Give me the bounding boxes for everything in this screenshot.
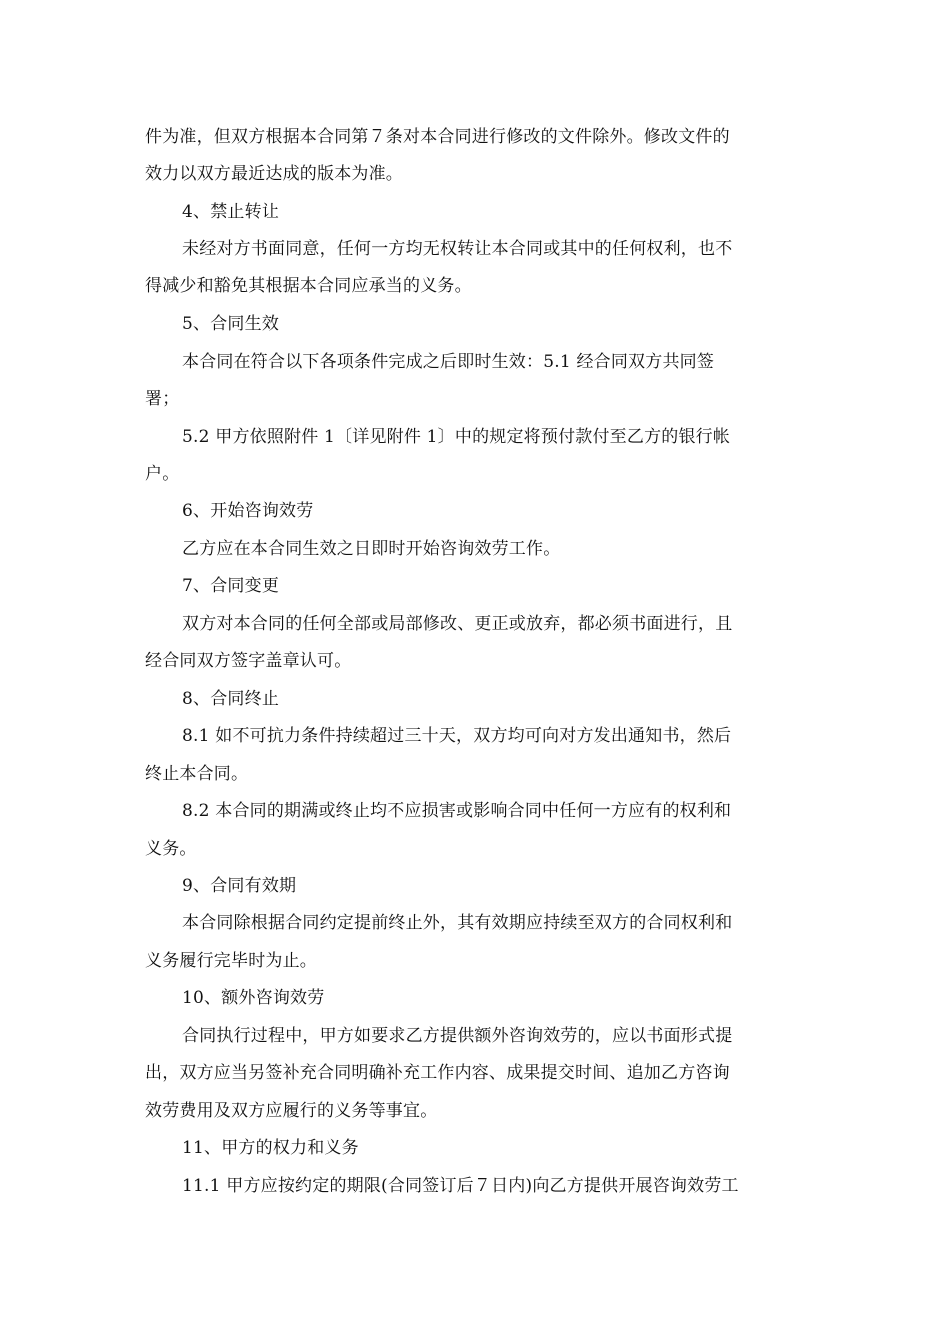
paragraph-start-line: 8.1 如不可抗力条件持续超过三十天，双方均可向对方发出通知书，然后 — [182, 726, 732, 746]
paragraph-start-line: 11.1 甲方应按约定的期限(合同签订后７日内)向乙方提供开展咨询效劳工 — [182, 1176, 739, 1196]
body-text-line: 件为准，但双方根据本合同第７条对本合同进行修改的文件除外。修改文件的 — [145, 127, 730, 147]
body-text-line: 得减少和豁免其根据本合同应承当的义务。 — [145, 276, 472, 296]
paragraph-start-line: 5.2 甲方依照附件 1〔详见附件 1〕中的规定将预付款付至乙方的银行帐 — [182, 427, 731, 447]
paragraph-start-line: 双方对本合同的任何全部或局部修改、更正或放弃，都必须书面进行，且 — [182, 614, 733, 634]
body-text-line: 效力以双方最近达成的版本为准。 — [145, 164, 403, 184]
section-heading: 10、额外咨询效劳 — [182, 988, 325, 1008]
body-text-line: 终止本合同。 — [145, 764, 249, 784]
section-heading: 9、合同有效期 — [182, 876, 297, 896]
paragraph-start-line: 乙方应在本合同生效之日即时开始咨询效劳工作。 — [182, 539, 561, 559]
section-heading: 4、禁止转让 — [182, 202, 280, 222]
body-text-line: 署； — [145, 389, 180, 409]
body-text-line: 经合同双方签字盖章认可。 — [145, 651, 352, 671]
paragraph-start-line: 本合同除根据合同约定提前终止外，其有效期应持续至双方的合同权利和 — [182, 913, 733, 933]
body-text-line: 义务履行完毕时为止。 — [145, 951, 317, 971]
section-heading: 6、开始咨询效劳 — [182, 501, 314, 521]
body-text-line: 效劳费用及双方应履行的义务等事宜。 — [145, 1101, 438, 1121]
paragraph-start-line: 未经对方书面同意，任何一方均无权转让本合同或其中的任何权利，也不 — [182, 239, 733, 259]
body-text-line: 户。 — [145, 464, 180, 484]
section-heading: 8、合同终止 — [182, 689, 280, 709]
section-heading: 7、合同变更 — [182, 576, 280, 596]
section-heading: 5、合同生效 — [182, 314, 280, 334]
section-heading: 11、甲方的权力和义务 — [182, 1138, 359, 1158]
body-text-line: 义务。 — [145, 839, 197, 859]
paragraph-start-line: 8.2 本合同的期满或终止均不应损害或影响合同中任何一方应有的权利和 — [182, 801, 732, 821]
body-text-line: 出，双方应当另签补充合同明确补充工作内容、成果提交时间、追加乙方咨询 — [145, 1063, 730, 1083]
paragraph-start-line: 合同执行过程中，甲方如要求乙方提供额外咨询效劳的，应以书面形式提 — [182, 1026, 733, 1046]
paragraph-start-line: 本合同在符合以下各项条件完成之后即时生效：5.1 经合同双方共同签 — [182, 352, 715, 372]
